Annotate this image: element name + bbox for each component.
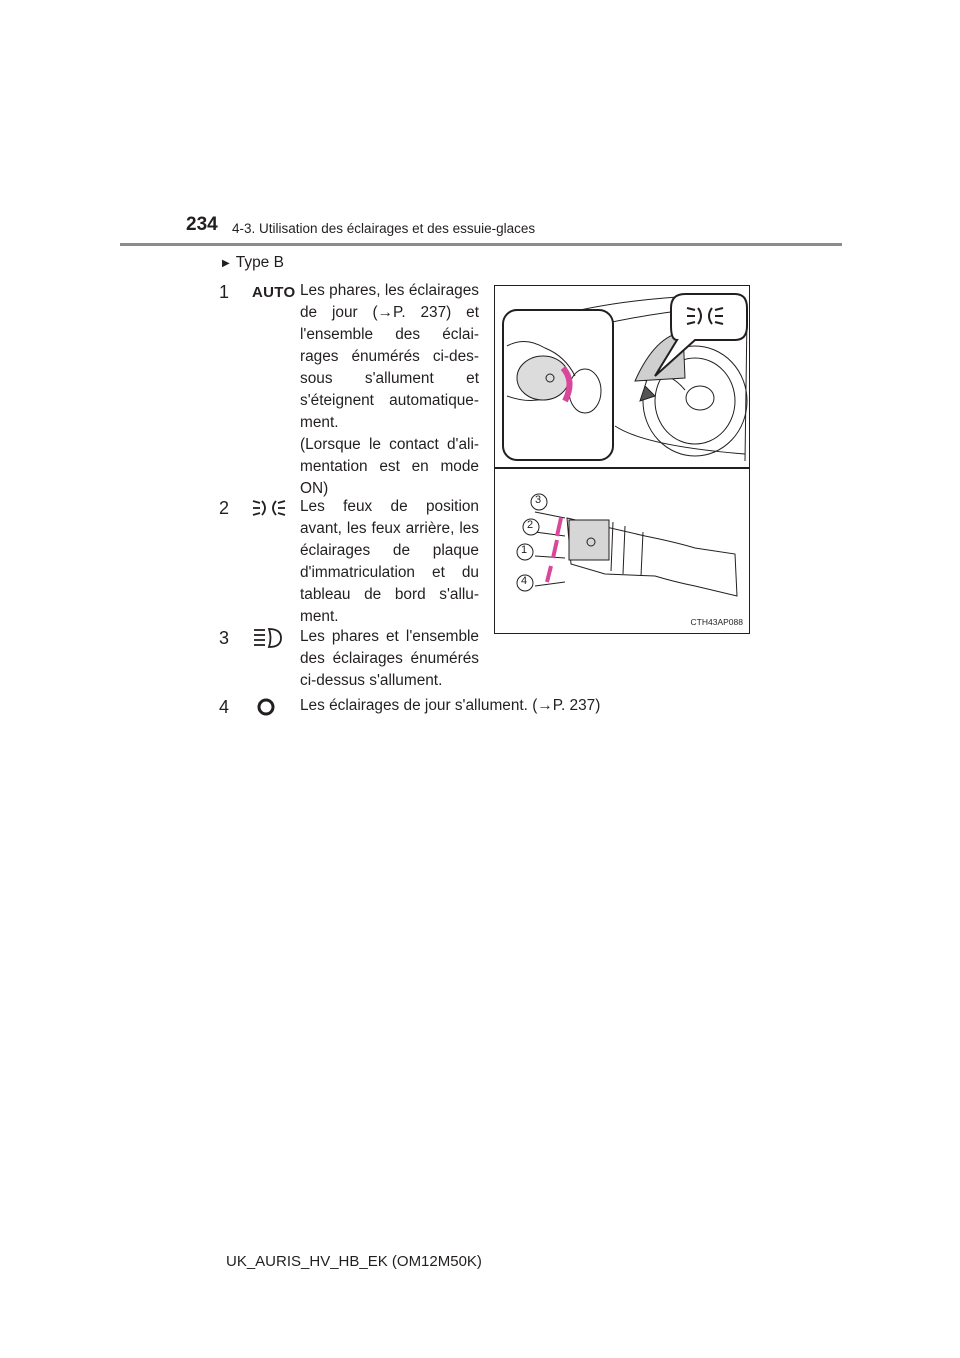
item-number-4: 4 — [219, 697, 230, 717]
item-3-text: Les phares et l'ensemble des éclairages énumérés ci-dessus s'allument. — [300, 628, 479, 689]
header-divider — [120, 243, 842, 246]
callout-2: 2 — [527, 519, 534, 531]
item-description-1 — [300, 280, 479, 500]
position-lamp-icon — [252, 497, 288, 519]
item-number-3: 3 — [219, 628, 230, 648]
illustration-drawing — [495, 286, 750, 634]
auto-icon — [252, 281, 296, 303]
section-title: 4-3. Utilisation des éclairages et des essuie-glaces — [232, 221, 536, 236]
daytime-running-light-icon — [252, 696, 288, 718]
item-number-1: 1 — [219, 282, 230, 302]
item-description-3 — [300, 626, 479, 692]
headlight-icon — [252, 627, 288, 649]
page-number: 234 — [186, 214, 218, 235]
item-description-4 — [300, 695, 700, 717]
headlight-switch-illustration — [494, 285, 750, 634]
callout-3: 3 — [535, 494, 542, 506]
figure-code: CTH43AP088 — [690, 617, 743, 627]
auto-icon-text: AUTO — [252, 283, 296, 301]
item-number-2: 2 — [219, 498, 230, 518]
item-1-text: Les phares, les éclairages de jour (→P. 237) et l'ensemble des éclai-rages énumérés ci-des-sous s'allument et s'éteignent automatique-ment. — [300, 282, 479, 431]
type-label — [222, 254, 284, 272]
callout-4: 4 — [521, 575, 528, 587]
item-2-text: Les feux de position avant, les feux arrière, les éclairages de plaque d'immatriculation et du tableau de bord s'allu-ment. — [300, 498, 479, 625]
document-footer: UK_AURIS_HV_HB_EK (OM12M50K) — [226, 1253, 482, 1270]
item-4-text: Les éclairages de jour s'allument. (→P. 237) — [300, 697, 601, 714]
item-description-2 — [300, 496, 479, 628]
callout-1: 1 — [521, 544, 528, 556]
item-1-note: (Lorsque le contact d'ali-mentation est en mode ON) — [300, 436, 479, 497]
triangle-bullet-icon: ▶ — [222, 257, 230, 269]
type-label-text: Type B — [235, 254, 284, 271]
